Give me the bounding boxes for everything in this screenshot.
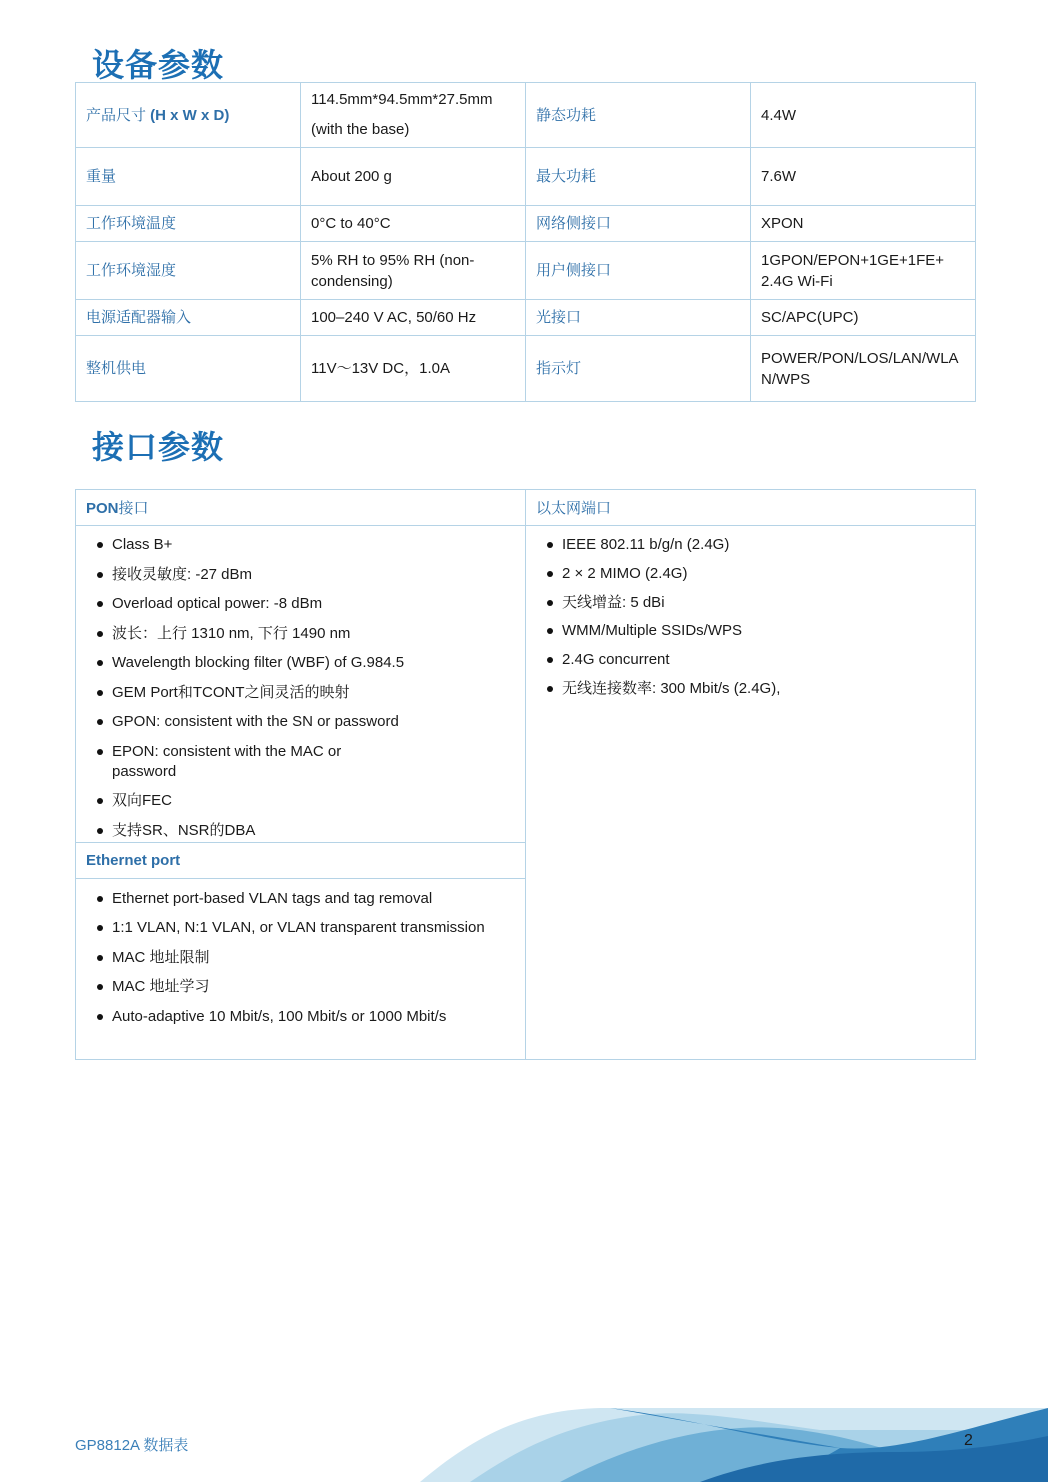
list-item: 天线增益: 5 dBi [536, 593, 965, 613]
bullet-icon [547, 600, 553, 606]
bullet-icon [97, 660, 103, 666]
spec-label-user-port: 用户侧接口 [526, 242, 751, 300]
pon-feature-list [86, 526, 515, 841]
pon-ethernet-cell [76, 526, 526, 1060]
list-item: Ethernet port-based VLAN tags and tag removal [86, 889, 515, 909]
bullet-icon [97, 828, 103, 834]
bullet-icon [97, 896, 103, 902]
bullet-icon [97, 798, 103, 804]
bullet-icon [97, 719, 103, 725]
bullet-icon [97, 690, 103, 696]
spec-label-network-port: 网络侧接口 [526, 206, 751, 242]
interface-table [75, 489, 976, 1060]
bullet-icon [97, 1014, 103, 1020]
spec-value-max-power: 7.6W [751, 148, 976, 206]
list-item: 2 × 2 MIMO (2.4G) [536, 564, 965, 584]
spec-label-indicators: 指示灯 [526, 336, 751, 402]
list-item: 支持SR、NSR的DBA [86, 821, 515, 841]
spec-value-user-port: 1GPON/EPON+1GE+1FE+ 2.4G Wi-Fi [751, 242, 976, 300]
section-title-device-params: 设备参数 [92, 46, 225, 84]
bullet-icon [97, 925, 103, 931]
spec-value-weight: About 200 g [301, 148, 526, 206]
spec-value-indicators: POWER/PON/LOS/LAN/WLAN/WPS [751, 336, 976, 402]
wifi-feature-list [536, 526, 965, 699]
spec-row-dimensions [76, 83, 976, 148]
list-item: EPON: consistent with the MAC or password [86, 742, 357, 782]
list-item: MAC 地址限制 [86, 948, 515, 968]
bullet-icon [97, 631, 103, 637]
spec-value-power-supply: 11V～13V DC，1.0A [301, 336, 526, 402]
spec-label-weight: 重量 [76, 148, 301, 206]
list-item: 1:1 VLAN, N:1 VLAN, or VLAN transparent transmission [86, 918, 515, 938]
list-item: 2.4G concurrent [536, 650, 965, 670]
list-item: GPON: consistent with the SN or password [86, 712, 515, 732]
spec-label-max-power: 最大功耗 [526, 148, 751, 206]
spec-label-optical-port: 光接口 [526, 300, 751, 336]
list-item: Overload optical power: -8 dBm [86, 594, 515, 614]
interface-header-row [76, 490, 976, 526]
list-item: WMM/Multiple SSIDs/WPS [536, 621, 965, 641]
spec-row-power-supply [76, 336, 976, 402]
spec-label-dimensions: 产品尺寸 (H x W x D) [76, 83, 301, 148]
list-item: Wavelength blocking filter (WBF) of G.984.5 [86, 653, 515, 673]
spec-row-temperature [76, 206, 976, 242]
section-title-interface-params: 接口参数 [92, 428, 225, 466]
bullet-icon [547, 657, 553, 663]
spec-row-humidity [76, 242, 976, 300]
list-item: 双向FEC [86, 791, 515, 811]
list-item: IEEE 802.11 b/g/n (2.4G) [536, 535, 965, 555]
list-item: Class B+ [86, 535, 515, 555]
footer-doc-label: GP8812A 数据表 [75, 1437, 189, 1454]
spec-label-power-adapter: 电源适配器输入 [76, 300, 301, 336]
bullet-icon [97, 601, 103, 607]
device-spec-table [75, 82, 976, 402]
bullet-icon [97, 749, 103, 755]
bullet-icon [547, 542, 553, 548]
ethernet-feature-list [86, 879, 515, 1027]
spec-value-dimensions: 114.5mm*94.5mm*27.5mm (with the base) [301, 83, 526, 148]
spec-value-power-adapter: 100–240 V AC, 50/60 Hz [301, 300, 526, 336]
page-number: 2 [964, 1432, 973, 1449]
bullet-icon [547, 571, 553, 577]
spec-row-weight [76, 148, 976, 206]
spec-value-network-port: XPON [751, 206, 976, 242]
spec-value-optical-port: SC/APC(UPC) [751, 300, 976, 336]
list-item: GEM Port和TCONT之间灵活的映射 [86, 683, 515, 703]
bullet-icon [97, 572, 103, 578]
spec-value-humidity: 5% RH to 95% RH (non-condensing) [301, 242, 526, 300]
list-item: 接收灵敏度: -27 dBm [86, 565, 515, 585]
spec-row-power-adapter [76, 300, 976, 336]
bullet-icon [547, 686, 553, 692]
spec-label-humidity: 工作环境湿度 [76, 242, 301, 300]
list-item: MAC 地址学习 [86, 977, 515, 997]
wifi-header: 以太网端口 [526, 490, 976, 526]
spec-label-static-power: 静态功耗 [526, 83, 751, 148]
bullet-icon [547, 628, 553, 634]
ethernet-port-header: Ethernet port [76, 842, 525, 879]
wifi-cell [526, 526, 976, 1060]
spec-label-temperature: 工作环境温度 [76, 206, 301, 242]
list-item: Auto-adaptive 10 Mbit/s, 100 Mbit/s or 1000 Mbit/s [86, 1007, 515, 1027]
spec-value-temperature: 0°C to 40°C [301, 206, 526, 242]
interface-body-row [76, 526, 976, 1060]
list-item: 波长：上行 1310 nm, 下行 1490 nm [86, 624, 515, 644]
spec-label-power-supply: 整机供电 [76, 336, 301, 402]
bullet-icon [97, 542, 103, 548]
bullet-icon [97, 955, 103, 961]
spec-value-static-power: 4.4W [751, 83, 976, 148]
list-item: 无线连接数率: 300 Mbit/s (2.4G), [536, 679, 965, 699]
bullet-icon [97, 984, 103, 990]
pon-header: PON接口 [76, 490, 526, 526]
